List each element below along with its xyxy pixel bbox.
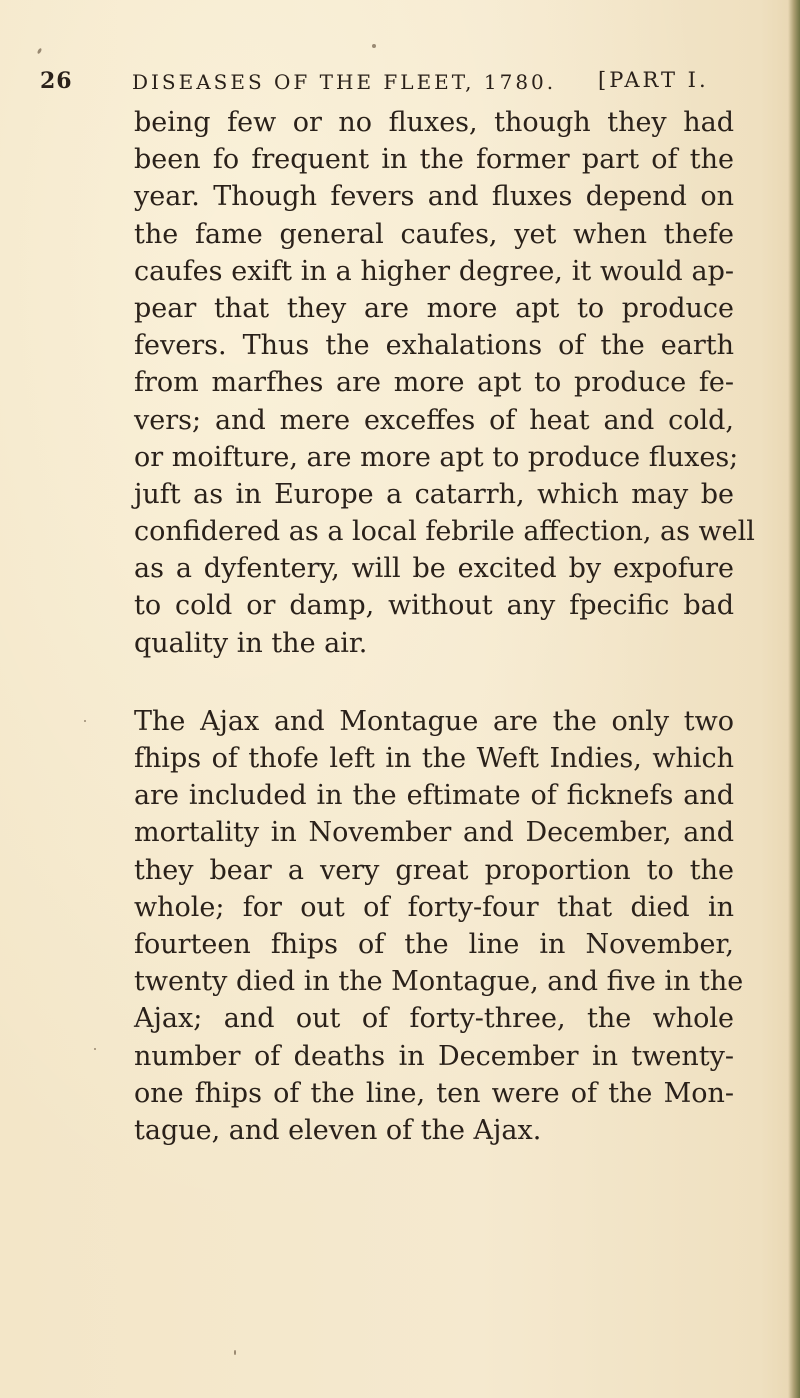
text-line: The Ajax and Montague are the only two [134, 705, 734, 737]
text-line: pear that they are more apt to produce [134, 292, 734, 324]
text-line: twenty died in the Montague, and five in the [134, 966, 744, 998]
text-line: or moifture, are more apt to produce fluxes; [134, 441, 739, 473]
page-edge-shadow [788, 0, 800, 1398]
text-line: number of deaths in December in twenty- [134, 1040, 734, 1072]
running-head: DISEASES OF THE FLEET, 1780. [132, 70, 557, 94]
text-line: quality in the air. [134, 627, 368, 659]
text-line: year. Though fevers and fluxes depend on [134, 181, 734, 213]
text-line: are included in the eftimate of ficknefs and [134, 780, 734, 812]
text-line: mortality in November and December, and [134, 817, 734, 849]
text-line: juft as in Europe a catarrh, which may be [134, 478, 734, 510]
text-line: fourteen fhips of the line in November, [134, 928, 734, 960]
text-line: the fame general caufes, yet when thefe [134, 218, 734, 250]
paragraph-2 [134, 703, 744, 1149]
paragraph-1 [134, 104, 755, 662]
text-line: fhips of thofe left in the Weft Indies, which [134, 743, 734, 774]
paper-speck [94, 1048, 96, 1050]
text-line: confidered as a local febrile affection, as well [134, 516, 755, 548]
paper-speck [37, 48, 43, 55]
text-line: to cold or damp, without any fpecific bad [134, 590, 734, 622]
text-line: whole; for out of forty-four that died in [134, 891, 734, 923]
paragraph-gap [134, 662, 734, 703]
text-line: caufes exift in a higher degree, it would ap- [134, 255, 734, 287]
page-header [40, 68, 720, 98]
text-line: fevers. Thus the exhalations of the earth [134, 330, 734, 362]
paper-speck [84, 720, 86, 722]
text-line: they bear a very great proportion to the [134, 854, 734, 886]
body-text [134, 104, 755, 1149]
text-line: from marfhes are more apt to produce fe- [134, 367, 734, 399]
text-line: Ajax; and out of forty-three, the whole [134, 1003, 734, 1035]
text-line: been fo frequent in the former part of the [134, 144, 734, 176]
paper-speck [372, 44, 376, 48]
page-number: 26 [40, 68, 73, 94]
text-line: as a dyfentery, will be excited by expofure [134, 553, 734, 585]
text-line: one fhips of the line, ten were of the Mon- [134, 1077, 734, 1109]
text-line: vers; and mere exceffes of heat and cold, [134, 404, 734, 436]
paper-speck [234, 1350, 236, 1355]
part-label: [PART I. [598, 68, 709, 92]
text-line: tague, and eleven of the Ajax. [134, 1114, 542, 1146]
text-line: being few or no fluxes, though they had [134, 107, 734, 138]
